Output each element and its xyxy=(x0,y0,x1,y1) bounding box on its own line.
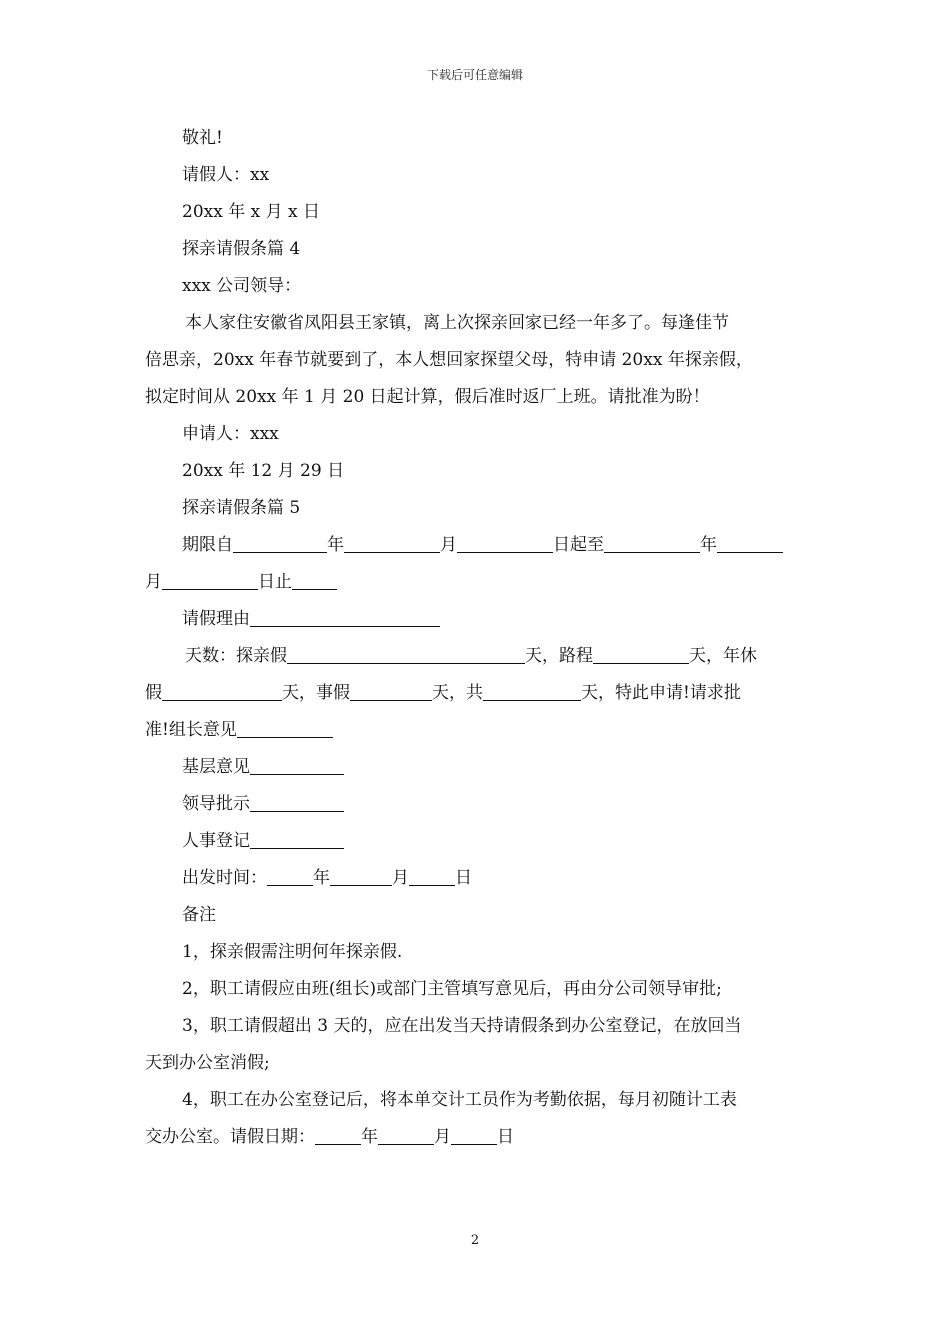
blank-field[interactable] xyxy=(250,753,344,775)
note-item: 3，职工请假超出 3 天的，应在出发当天持请假条到办公室登记，在放回当 xyxy=(182,1016,742,1036)
blank-field[interactable] xyxy=(250,827,344,849)
blank-field[interactable] xyxy=(593,642,689,664)
blank-field[interactable] xyxy=(350,679,432,701)
blank-field[interactable] xyxy=(483,679,581,701)
note-item: 1，探亲假需注明何年探亲假. xyxy=(182,942,403,962)
notes-title: 备注 xyxy=(182,905,216,925)
body-paragraph-line: 本人家住安徽省凤阳县王家镇，离上次探亲回家已经一年多了。每逢佳节 xyxy=(185,313,729,333)
blank-field[interactable] xyxy=(233,531,327,553)
section-title-4: 探亲请假条篇 4 xyxy=(182,239,301,259)
blank-field[interactable] xyxy=(287,642,525,664)
applicant-line: 申请人：xxx xyxy=(182,424,279,444)
leave-date-line: 交办公室。请假日期： 年 月 日 xyxy=(145,1119,807,1156)
blank-field[interactable] xyxy=(330,864,392,886)
base-opinion-line: 基层意见 xyxy=(145,749,807,786)
blank-field[interactable] xyxy=(451,1123,497,1145)
days-field-line: 假 天，事假 天，共 天，特此申请!请求批 xyxy=(145,675,807,712)
date-line: 20xx 年 x 月 x 日 xyxy=(182,202,321,222)
blank-field[interactable] xyxy=(457,531,553,553)
leader-approval-line: 领导批示 xyxy=(145,786,807,823)
period-field-line: 期限自 年 月 日起至 年 xyxy=(145,527,807,564)
note-item: 2，职工请假应由班(组长)或部门主管填写意见后，再由分公司领导审批; xyxy=(182,979,722,999)
reason-field-line: 请假理由 xyxy=(145,601,807,638)
blank-field[interactable] xyxy=(237,716,333,738)
page-number: 2 xyxy=(470,1233,480,1248)
note-item-continued: 天到办公室消假; xyxy=(145,1053,270,1073)
days-field-line: 天数：探亲假 天，路程 天，年休 xyxy=(145,638,807,675)
leader-opinion-line: 准!组长意见 xyxy=(145,712,807,749)
section-title-5: 探亲请假条篇 5 xyxy=(182,498,301,518)
blank-field[interactable] xyxy=(604,531,700,553)
document-body xyxy=(145,120,807,1156)
blank-field[interactable] xyxy=(315,1123,361,1145)
blank-field[interactable] xyxy=(378,1123,434,1145)
blank-field[interactable] xyxy=(344,531,440,553)
body-paragraph-line: 拟定时间从 20xx 年 1 月 20 日起计算，假后准时返厂上班。请批准为盼！ xyxy=(145,387,710,407)
closing-salute: 敬礼! xyxy=(182,128,223,148)
salutation: xxx 公司领导： xyxy=(182,276,302,296)
blank-field[interactable] xyxy=(409,864,455,886)
date-line: 20xx 年 12 月 29 日 xyxy=(182,461,345,481)
blank-field[interactable] xyxy=(292,568,337,590)
body-paragraph-line: 倍思亲，20xx 年春节就要到了，本人想回家探望父母，特申请 20xx 年探亲假， xyxy=(145,350,753,370)
blank-field[interactable] xyxy=(162,568,258,590)
period-field-line: 月 日止 xyxy=(145,564,807,601)
blank-field[interactable] xyxy=(717,531,783,553)
reason-blank[interactable] xyxy=(250,605,440,627)
page-header: 下载后可任意编辑 xyxy=(426,68,523,82)
blank-field[interactable] xyxy=(267,864,313,886)
note-item: 4，职工在办公室登记后，将本单交计工员作为考勤依据，每月初随计工表 xyxy=(182,1090,737,1110)
blank-field[interactable] xyxy=(162,679,282,701)
departure-time-line: 出发时间： 年 月 日 xyxy=(145,860,807,897)
blank-field[interactable] xyxy=(250,790,344,812)
hr-register-line: 人事登记 xyxy=(145,823,807,860)
requester-line: 请假人：xx xyxy=(182,165,270,185)
